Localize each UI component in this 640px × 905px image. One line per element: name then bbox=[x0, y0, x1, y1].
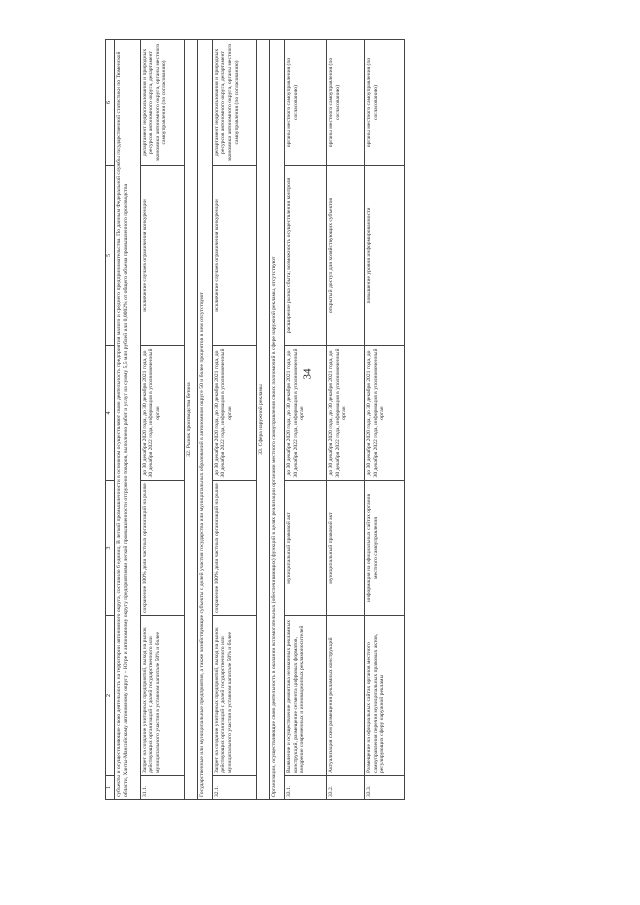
responsible-cell: органы местного самоуправления (по согласованию) bbox=[285, 40, 327, 166]
section-row bbox=[184, 40, 197, 800]
header-cell: 3 bbox=[106, 481, 115, 616]
note-row bbox=[197, 40, 212, 800]
intro-text: субъекты и осуществляющие свою деятельность на территории автономного округа, составило 6 единиц. В легкой промышленности в основном осуществляют свою деятельность предприятия малого и среднего предпринимательства. По данным Федеральной службы государственной статистики по Тюменской области, Ханты-Мансийскому автономному округу – Югре и автономному округу предприятиями легкой промышленности отгружено товаров, выполнено работ и услуг на сумму 5,5 млн рублей или 0,0002% от общего объема промышленного производства bbox=[115, 40, 141, 800]
responsible-cell: департамент недропользования и природных ресурсов автономного округа, департамент экономики автономного округа, органы местного самоуправления (по согласованию) bbox=[212, 40, 256, 166]
document-cell: муниципальный правовой акт bbox=[285, 481, 327, 616]
table-row bbox=[365, 40, 405, 800]
document-cell: информация на официальных сайтах органов местного самоуправления bbox=[365, 481, 405, 616]
header-cell: 2 bbox=[106, 616, 115, 776]
deadline-cell: до 30 декабря 2020 года, до 30 декабря 2021 года, до 30 декабря 2022 года, информация в уполномоченный орган bbox=[212, 346, 256, 481]
table-header-row bbox=[106, 40, 115, 800]
table-row bbox=[327, 40, 365, 800]
deadline-cell: до 30 декабря 2020 года, до 30 декабря 2021 года, до 30 декабря 2022 года, информация в уполномоченный орган bbox=[285, 346, 327, 481]
table-row bbox=[212, 40, 256, 800]
responsible-cell: органы местного самоуправления (по согласованию) bbox=[365, 40, 405, 166]
row-number: 31.1. bbox=[140, 776, 184, 800]
responsible-cell: органы местного самоуправления (по согласованию) bbox=[327, 40, 365, 166]
deadline-cell: до 30 декабря 2020 года, до 30 декабря 2021 года, до 30 декабря 2022 года, информация в уполномоченный орган bbox=[327, 346, 365, 481]
measure-cell: Запрет на создание унитарных предприятий, выход на рынок действующих организаций с долей государственного или муниципального участия в уставном капитале 50% и более bbox=[212, 616, 256, 776]
result-cell: расширение рынка сбыта; возможность осуществления контроля bbox=[285, 166, 327, 346]
deadline-cell: до 30 декабря 2020 года, до 30 декабря 2021 года, до 30 декабря 2022 года, информация в уполномоченный орган bbox=[365, 346, 405, 481]
measure-cell: Размещение на официальных сайтах органов местного самоуправления перечня муниципальных правовых актов, регулирующих сферу наружной рекламы bbox=[365, 616, 405, 776]
result-cell: открытый доступ для хозяйствующих субъектов bbox=[327, 166, 365, 346]
header-cell: 6 bbox=[106, 40, 115, 166]
document-cell: сохранение 100% доли частных организаций на рынке bbox=[140, 481, 184, 616]
page-number: 34 bbox=[301, 368, 314, 380]
intro-row bbox=[115, 40, 141, 800]
measures-table bbox=[105, 39, 405, 800]
document-cell: сохранение 100% доли частных организаций на рынке bbox=[212, 481, 256, 616]
section-row bbox=[256, 40, 269, 800]
header-cell: 4 bbox=[106, 346, 115, 481]
section-title: 33. Сфера наружной рекламы bbox=[256, 40, 269, 800]
responsible-cell: департамент недропользования и природных ресурсов автономного округа, департамент экономики автономного округа, органы местного самоуправления (по согласованию) bbox=[140, 40, 184, 166]
result-cell: исключение случаев ограничения конкуренции bbox=[212, 166, 256, 346]
note-row bbox=[269, 40, 284, 800]
row-number: 33.1. bbox=[285, 776, 327, 800]
result-cell: повышение уровня информированности bbox=[365, 166, 405, 346]
header-cell: 5 bbox=[106, 166, 115, 346]
row-number: 32.1. bbox=[212, 776, 256, 800]
result-cell: исключение случаев ограничения конкуренции bbox=[140, 166, 184, 346]
table-row bbox=[140, 40, 184, 800]
section-note: Государственные или муниципальные предприятия, а также хозяйствующие субъекты с долей участия государства или муниципальных образований в автономном округе 50 и более процентов в нем отсутствуют bbox=[197, 40, 212, 800]
header-cell: 1 bbox=[106, 776, 115, 800]
measure-cell: Выявление и осуществление демонтажа незаконных рекламных конструкций, размещение сегмента цифровых форматов, внедрение современных и инновационных рекламоносителей bbox=[285, 616, 327, 776]
row-number: 33.2. bbox=[327, 776, 365, 800]
table-row bbox=[285, 40, 327, 800]
rotated-table-container bbox=[105, 40, 405, 800]
section-note: Организации, осуществляющие свою деятельность в оказании вспомогательных (обеспечивающих) функций в целях реализации органами местного самоуправления своих полномочий в сфере наружной рекламы, отсутствуют bbox=[269, 40, 284, 800]
section-title: 32. Рынок производства бетона bbox=[184, 40, 197, 800]
measure-cell: Запрет на создание унитарных предприятий, выход на рынок действующих организаций с долей государственного или муниципального участия в уставном капитале 50% и более bbox=[140, 616, 184, 776]
row-number: 33.3. bbox=[365, 776, 405, 800]
document-cell: муниципальный правовой акт bbox=[327, 481, 365, 616]
deadline-cell: до 30 декабря 2020 года, до 30 декабря 2021 года, до 30 декабря 2022 года, информация в уполномоченный орган bbox=[140, 346, 184, 481]
measure-cell: Актуализация схем размещения рекламных конструкций bbox=[327, 616, 365, 776]
